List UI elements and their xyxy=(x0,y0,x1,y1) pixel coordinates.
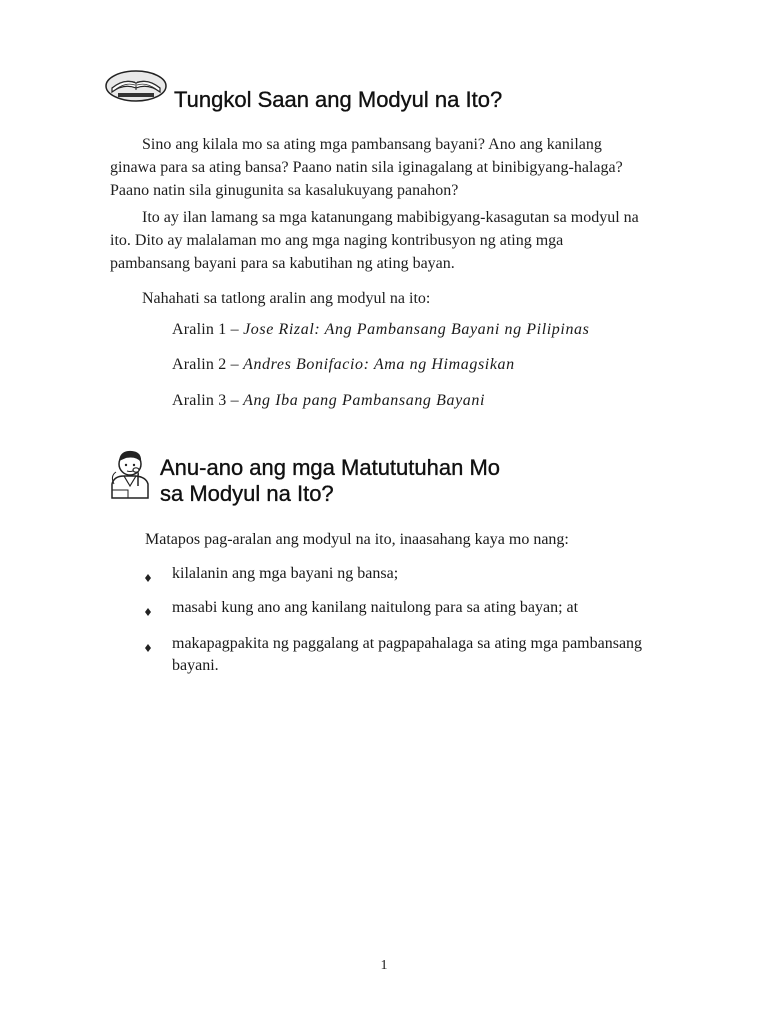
paragraph-lessons-intro: Nahahati sa tatlong aralin ang modyul na ito: xyxy=(142,290,431,307)
diamond-bullet-icon xyxy=(143,570,153,580)
lesson-label: Aralin 1 – xyxy=(172,321,239,338)
section-heading-objectives xyxy=(160,455,500,507)
lesson-item xyxy=(172,389,485,412)
diamond-bullet-icon xyxy=(143,640,153,650)
paragraph-purpose: Ito ay ilan lamang sa mga katanungang mabibigyang-kasagutan sa modyul na ito. Dito ay malalaman mo ang mga naging kontribusyon ng ating mga pambansang bayani para sa kabutihan ng ating bayan. xyxy=(110,209,639,272)
section-heading-about: Tungkol Saan ang Modyul na Ito? xyxy=(174,87,503,112)
thinking-student-icon xyxy=(106,446,154,500)
lesson-title: Ang Iba pang Pambansang Bayani xyxy=(243,392,486,409)
objectives-intro: Matapos pag-aralan ang modyul na ito, inaasahang kaya mo nang: xyxy=(145,531,569,548)
paragraph-intro: Sino ang kilala mo sa ating mga pambansang bayani? Ano ang kanilang ginawa para sa ating bansa? Paano natin sila iginagalang at binibigyang-halaga? Paano natin sila ginugunita sa kasalukuyang panahon? xyxy=(110,136,623,199)
lesson-title: Jose Rizal: Ang Pambansang Bayani ng Pilipinas xyxy=(243,321,590,338)
lesson-item xyxy=(172,318,589,341)
lesson-item xyxy=(172,353,515,376)
objective-item: kilalanin ang mga bayani ng bansa; xyxy=(172,565,399,582)
heading-line: Anu-ano ang mga Matututuhan Mo xyxy=(160,455,501,480)
lesson-label: Aralin 3 – xyxy=(172,392,239,409)
heading-line: sa Modyul na Ito? xyxy=(160,481,334,506)
open-book-icon xyxy=(104,68,168,104)
lesson-label: Aralin 2 – xyxy=(172,356,239,373)
page-number: 1 xyxy=(380,958,388,973)
lesson-title: Andres Bonifacio: Ama ng Himagsikan xyxy=(243,356,515,373)
objective-item: makapagpakita ng paggalang at pagpapahalaga sa ating mga pambansang bayani. xyxy=(172,635,643,674)
diamond-bullet-icon xyxy=(143,604,153,614)
objective-item: masabi kung ano ang kanilang naitulong para sa ating bayan; at xyxy=(172,599,579,616)
